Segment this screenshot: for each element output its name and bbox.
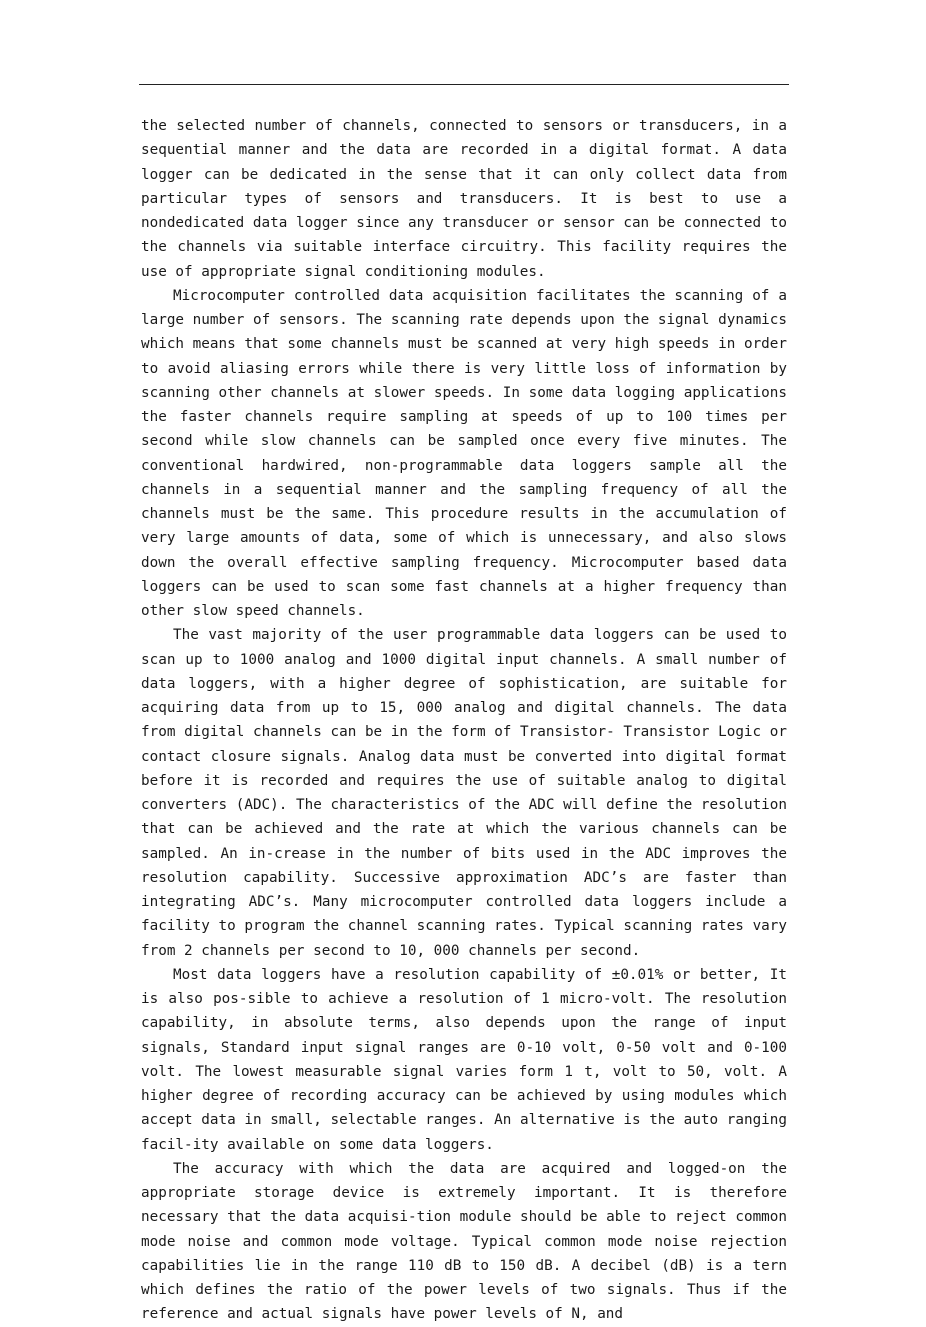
body-text <box>141 114 787 1327</box>
header-rule <box>139 84 789 85</box>
paragraph-1: the selected number of channels, connected to sensors or transducers, in a sequential manner and the data are recorded in a digital format. A data logger can be dedicated in the sense that it can only collect data from particular types of sensors and transducers. It is best to use a nondedicated data logger since any transducer or sensor can be connected to the channels via suitable interface circuitry. This facility requires the use of appropriate signal conditioning modules. <box>141 118 787 280</box>
paragraph-4: Most data loggers have a resolution capability of ±0.01% or better, It is also pos-sible to achieve a resolution of 1 micro-volt. The resolution capability, in absolute terms, also depends upon the range of input signals, Standard input signal ranges are 0-10 volt, 0-50 volt and 0-100 volt. The lowest measurable signal varies form 1 t, volt to 50, volt. A higher degree of recording accuracy can be achieved by using modules which accept data in small, selectable ranges. An alternative is the auto ranging facil-ity available on some data loggers. <box>141 966 787 1153</box>
paragraph-2: Microcomputer controlled data acquisition facilitates the scanning of a large number of sensors. The scanning rate depends upon the signal dynamics which means that some channels must be scanned at very high speeds in order to avoid aliasing errors while there is very little loss of information by scanning other channels at slower speeds. In some data logging applications the faster channels require sampling at speeds of up to 100 times per second while slow channels can be sampled once every five minutes. The conventional hardwired, non-programmable data loggers sample all the channels in a sequential manner and the sampling frequency of all the channels must be the same. This procedure results in the accumulation of very large amounts of data, some of which is unnecessary, and also slows down the overall effective sampling frequency. Microcomputer based data loggers can be used to scan some fast channels at a higher frequency than other slow speed channels. <box>141 287 787 619</box>
paragraph-3: The vast majority of the user programmable data loggers can be used to scan up to 1000 analog and 1000 digital input channels. A small number of data loggers, with a higher degree of sophistication, are suitable for acquiring data from up to 15, 000 analog and digital channels. The data from digital channels can be in the form of Transistor- Transistor Logic or contact closure signals. Analog data must be converted into digital format before it is recorded and requires the use of suitable analog to digital converters (ADC). The characteristics of the ADC will define the resolution that can be achieved and the rate at which the various channels can be sampled. An in-crease in the number of bits used in the ADC improves the resolution capability. Successive approximation ADC’s are faster than integrating ADC’s. Many microcomputer controlled data loggers include a facility to program the channel scanning rates. Typical scanning rates vary from 2 channels per second to 10, 000 channels per second. <box>141 627 787 959</box>
paragraph-5: The accuracy with which the data are acquired and logged-on the appropriate storage device is extremely important. It is therefore necessary that the data acquisi-tion module should be able to reject common mode noise and common mode voltage. Typical common mode noise rejection capabilities lie in the range 110 dB to 150 dB. A decibel (dB) is a tern which defines the ratio of the power levels of two signals. Thus if the reference and actual signals have power levels of N, and <box>141 1160 787 1323</box>
